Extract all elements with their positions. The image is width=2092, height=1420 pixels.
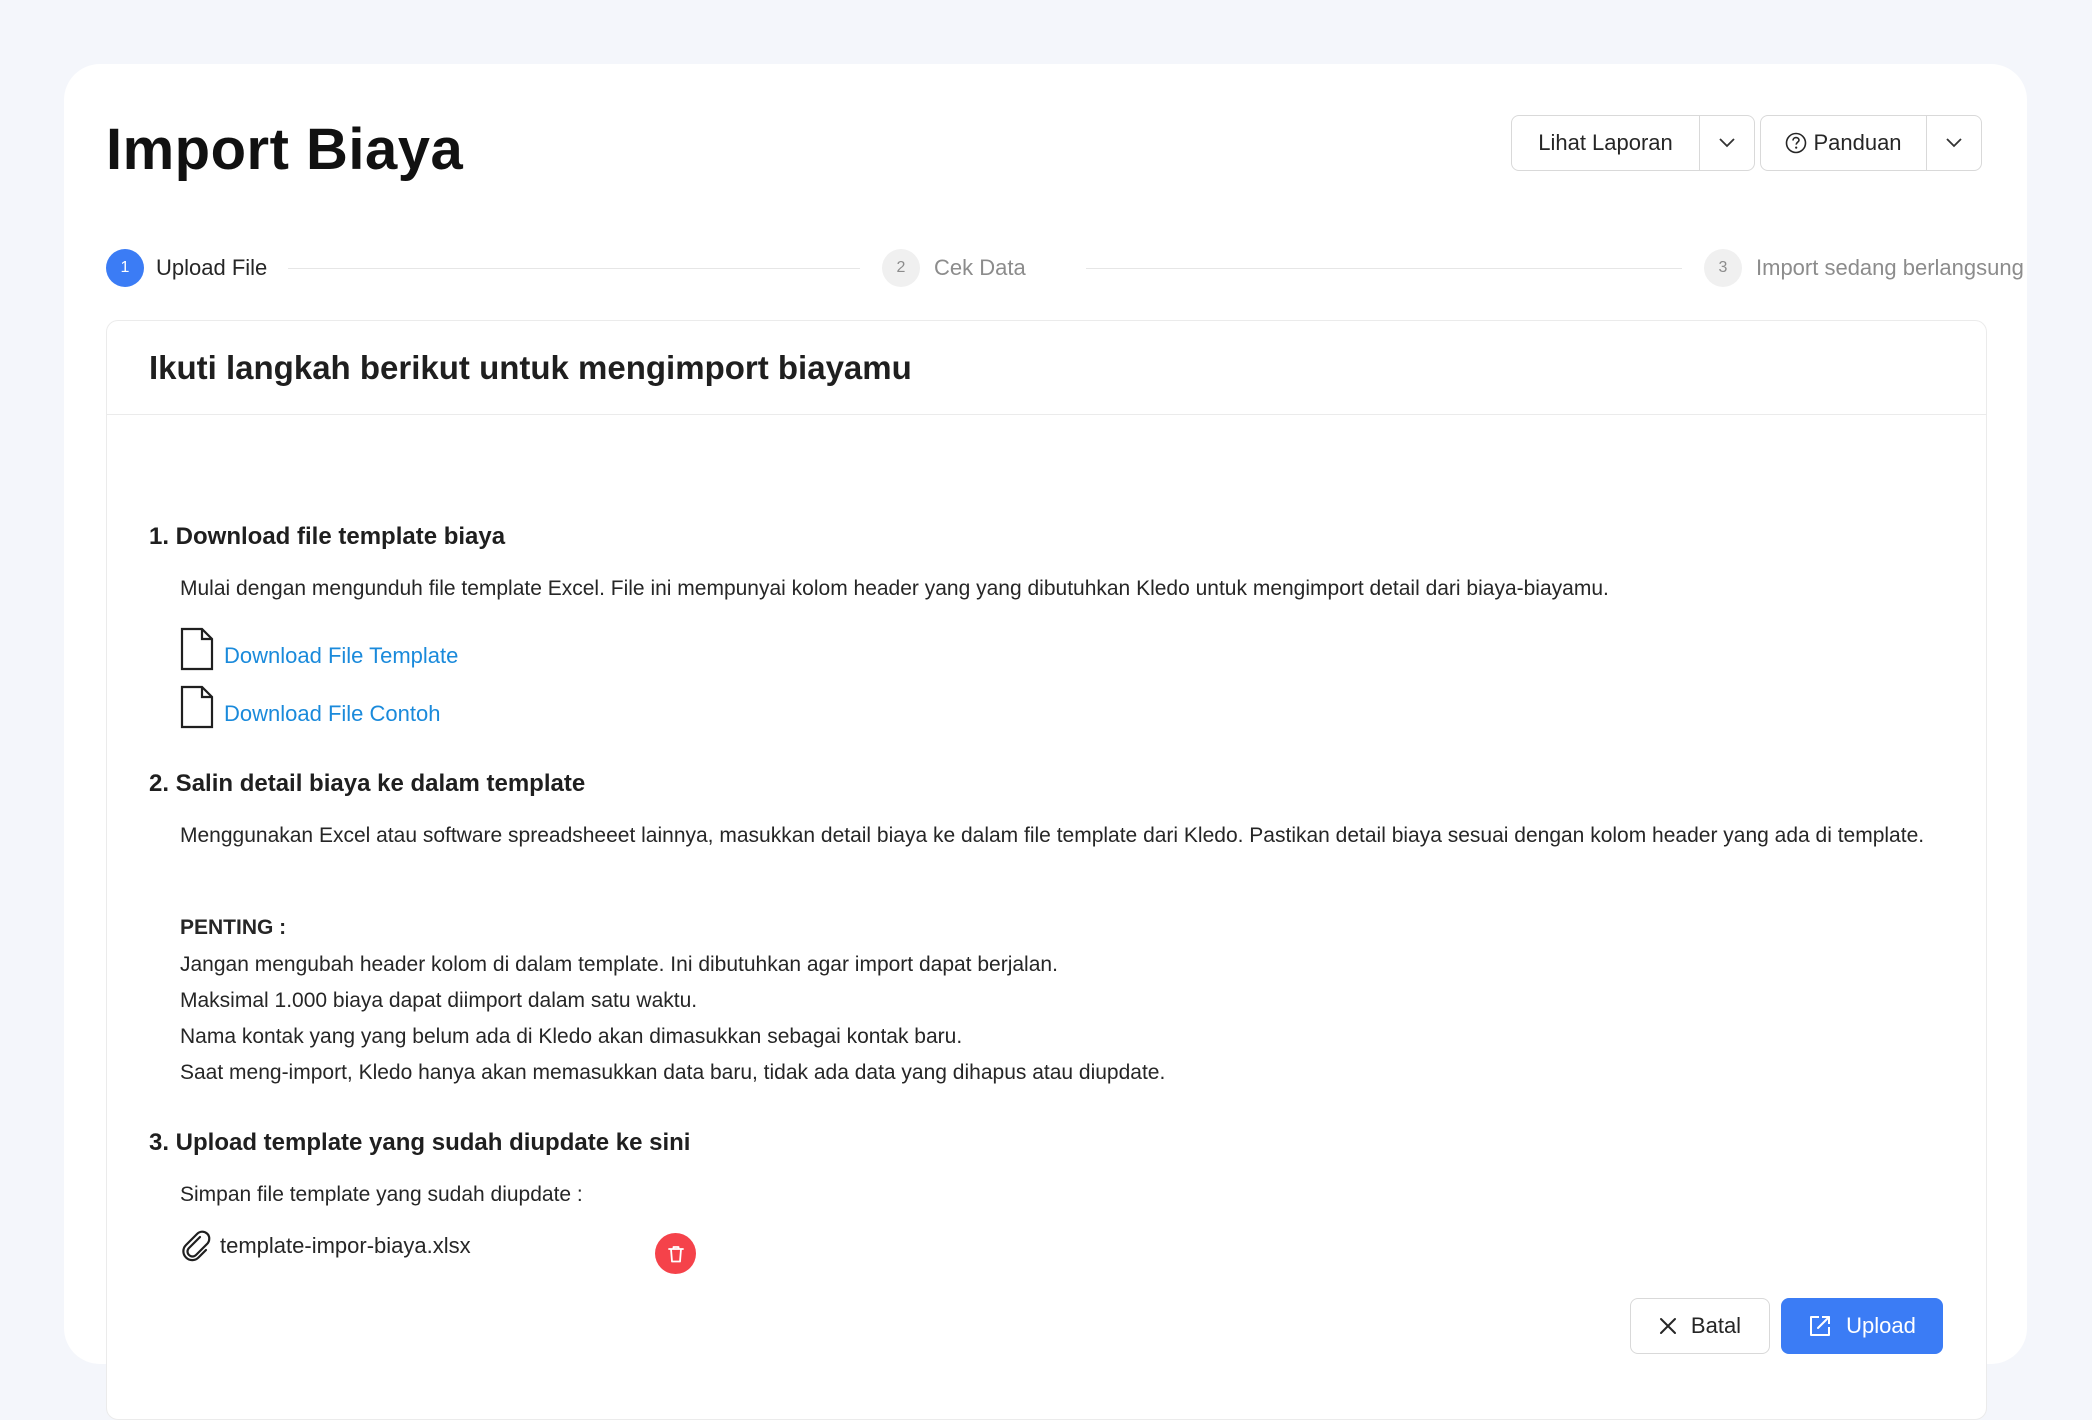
card-title: Ikuti langkah berikut untuk mengimport biayamu xyxy=(149,348,912,386)
guide-button[interactable] xyxy=(1761,116,1927,170)
guide-dropdown-toggle[interactable] xyxy=(1927,116,1981,170)
cancel-button[interactable] xyxy=(1630,1298,1770,1354)
step-2-label: Cek Data xyxy=(934,255,1026,280)
report-button-label: Lihat Laporan xyxy=(1538,130,1673,155)
cancel-button-label: Batal xyxy=(1690,1313,1742,1338)
step-2-number: 2 xyxy=(882,249,920,287)
close-icon xyxy=(1659,1317,1677,1335)
page-title: Import Biaya xyxy=(106,117,464,182)
chevron-down-icon xyxy=(1946,138,1962,148)
report-button[interactable] xyxy=(1512,116,1700,170)
instructions-card xyxy=(106,320,1987,1420)
section-3-description: Simpan file template yang sudah diupdate : xyxy=(180,1183,583,1206)
guide-button-label: Panduan xyxy=(1813,130,1902,155)
report-split-button xyxy=(1511,115,1755,171)
download-example-row xyxy=(180,685,440,729)
upload-edit-icon xyxy=(1808,1314,1832,1338)
section-2-title: 2. Salin detail biaya ke dalam template xyxy=(149,770,586,797)
delete-file-button[interactable] xyxy=(655,1233,696,1274)
uploaded-file xyxy=(180,1229,471,1263)
important-note: Maksimal 1.000 biaya dapat diimport dalam satu waktu. xyxy=(180,989,698,1012)
card-header xyxy=(107,321,1986,415)
upload-button-label: Upload xyxy=(1846,1313,1916,1338)
uploaded-file-name: template-impor-biaya.xlsx xyxy=(220,1233,471,1258)
report-dropdown-toggle[interactable] xyxy=(1700,116,1754,170)
important-note: Saat meng-import, Kledo hanya akan memasukkan data baru, tidak ada data yang dihapus atau diupdate. xyxy=(180,1061,1166,1084)
upload-button[interactable] xyxy=(1781,1298,1943,1354)
step-connector xyxy=(288,268,860,269)
file-icon xyxy=(180,685,214,729)
section-3-title: 3. Upload template yang sudah diupdate ke sini xyxy=(149,1129,691,1156)
question-circle-icon xyxy=(1785,132,1807,154)
paperclip-icon xyxy=(180,1229,212,1263)
chevron-down-icon xyxy=(1719,138,1735,148)
important-label: PENTING : xyxy=(180,916,287,939)
step-1-number: 1 xyxy=(106,249,144,287)
file-icon xyxy=(180,627,214,671)
download-example-link[interactable]: Download File Contoh xyxy=(224,701,441,726)
step-3-label: Import sedang berlangsung xyxy=(1756,255,2024,280)
guide-split-button xyxy=(1760,115,1982,171)
step-connector xyxy=(1086,268,1682,269)
important-note: Nama kontak yang yang belum ada di Kledo akan dimasukkan sebagai kontak baru. xyxy=(180,1025,963,1048)
import-window xyxy=(64,64,2027,1364)
section-2-description: Menggunakan Excel atau software spreadsheeet lainnya, masukkan detail biaya ke dalam file template dari Kledo. Pastikan detail biaya sesuai dengan kolom header yang ada di template. xyxy=(180,824,1925,847)
stepper xyxy=(106,249,2024,289)
important-note: Jangan mengubah header kolom di dalam template. Ini dibutuhkan agar import dapat berjalan. xyxy=(180,953,1058,976)
download-template-row xyxy=(180,627,458,671)
section-1-description: Mulai dengan mengunduh file template Excel. File ini mempunyai kolom header yang yang dibutuhkan Kledo untuk mengimport detail dari biaya-biayamu. xyxy=(180,577,1609,600)
step-1-label: Upload File xyxy=(156,255,268,280)
section-1-title: 1. Download file template biaya xyxy=(149,523,506,550)
trash-icon xyxy=(666,1244,686,1264)
step-3-number: 3 xyxy=(1704,249,1742,287)
download-template-link[interactable]: Download File Template xyxy=(224,643,459,668)
